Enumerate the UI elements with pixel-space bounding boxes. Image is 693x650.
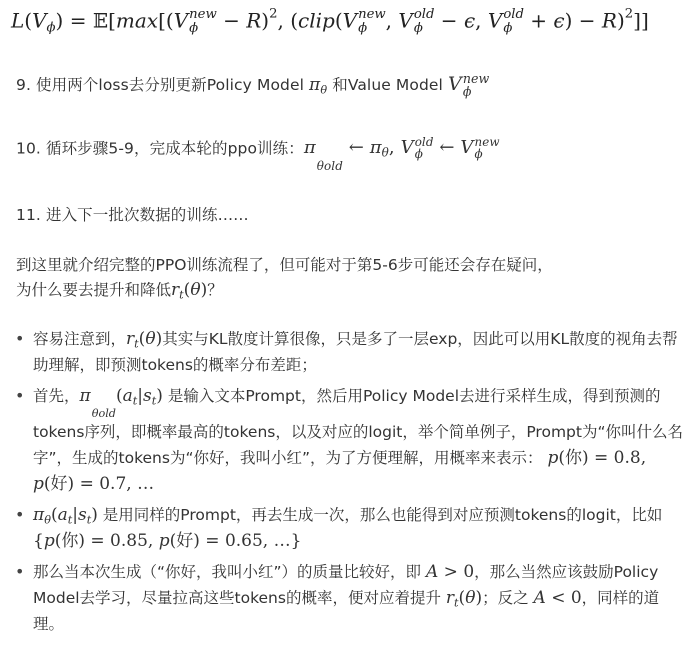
step-10: 10. 循环步骤5-9，完成本轮的ppo训练：π θold ← $\pi_\theta$, V old ϕ ← V new ϕ (16, 135, 500, 174)
list-item: • 首先，π θold $(a_t|s_t)$ 是输入文本Prompt，然后用Policy Model去进行采样生成，得到预测的tokens序列，即概率最高的tokens，以及对应的logit，举个简单例子，Prompt为“你叫什么名字”，生成的tokens为“你好，我叫小红”，为了方便理解，用概率来表示： p(你) = 0.8, p(好) = 0.7, … (0, 383, 693, 497)
list-item: • $\pi_\theta(a_t|s_t)$ 是用同样的Prompt，再去生成一次，那么也能得到对应预测tokens的logit，比如{p(你) = 0.85, p(好) = 0.65, …} (0, 502, 693, 554)
value-loss-formula: $L(V_\phi)$ = 𝔼[max[(V new ϕ − R)$^2$, (clip(V new ϕ , V old ϕ − ϵ, V old ϕ + ϵ) − R)$^2$]] (11, 6, 649, 36)
explanation-list (0, 326, 693, 642)
intro-paragraph (16, 253, 680, 303)
step-11: 11. 进入下一批次数据的训练…… (16, 206, 249, 224)
intro-line-1: 到这里就介绍完整的PPO训练流程了，但可能对于第5-6步可能还会存在疑问， (16, 256, 553, 274)
step-9: 9. 使用两个loss去分别更新Policy Model $\pi_\theta$ 和Value Model V new ϕ (16, 71, 490, 100)
intro-line-2: 为什么要去提升和降低$r_t(\theta)$？ (16, 280, 223, 302)
list-item: • 那么当本次生成（“你好，我叫小红”）的质量比较好，即 A > 0，那么当然应该鼓励Policy Model去学习，尽量拉高这些tokens的概率，便对应着提升 $r_t(\theta)$；反之 A < 0，同样的道理。 (0, 559, 693, 637)
list-item: • 容易注意到，$r_t(\theta)$其实与KL散度计算很像，只是多了一层exp，因此可以用KL散度的视角去帮助理解，即预测tokens的概率分布差距； (0, 326, 693, 378)
